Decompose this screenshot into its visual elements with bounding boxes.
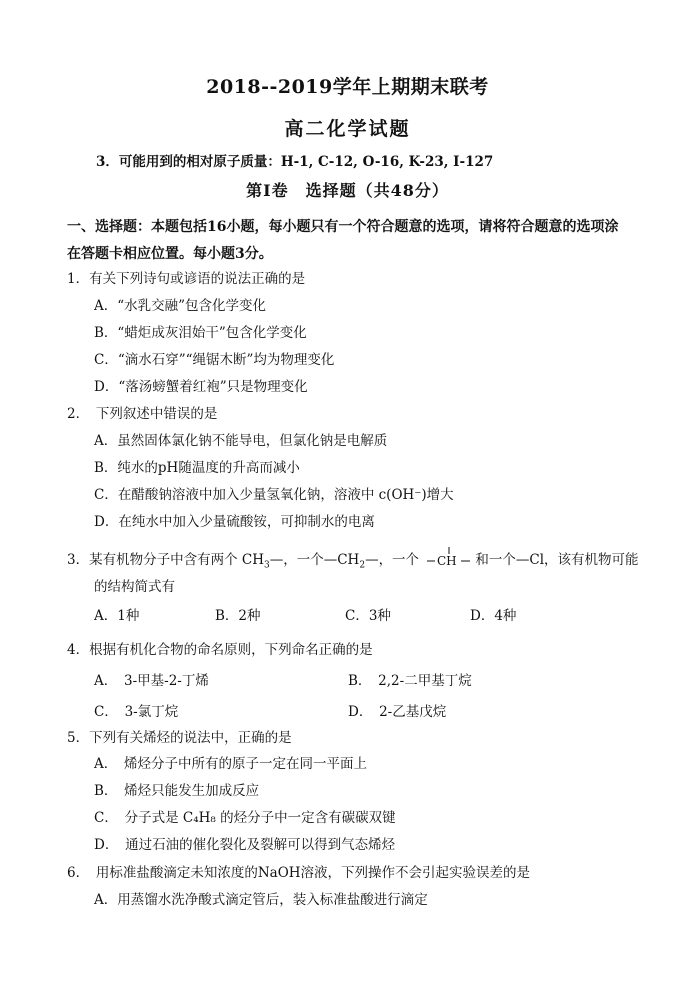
question-4-option-d: D． 2-乙基戊烷 <box>348 704 447 720</box>
question-3-option-c: C．3种 <box>345 608 391 624</box>
question-1-option-b: B．“蜡炬成灰泪始干”包含化学变化 <box>94 325 307 341</box>
question-2-option-a: A．虽然固体氯化钠不能导电，但氯化钠是电解质 <box>94 433 388 449</box>
question-3-sub-3: 3 <box>263 560 270 571</box>
question-5-option-b: B． 烯烃只能发生加成反应 <box>94 783 260 799</box>
question-3-option-a: A．1种 <box>94 608 140 624</box>
question-2-option-c: C．在醋酸钠溶液中加入少量氢氧化钠，溶液中 c(OH⁻)增大 <box>94 487 454 503</box>
instruction-line-2: 在答题卡相应位置。每小题3分。 <box>67 246 273 262</box>
question-3-option-d: D．4种 <box>470 608 517 624</box>
question-4-option-b: B． 2,2-二甲基丁烷 <box>348 673 472 689</box>
question-3-option-b: B．2种 <box>215 608 261 624</box>
question-1-option-c: C．“滴水石穿”“绳锯木断”均为物理变化 <box>94 352 335 368</box>
question-4-option-a: A． 3-甲基-2-丁烯 <box>94 673 209 689</box>
question-5-option-c: C． 分子式是 C₄H₈ 的烃分子中一定含有碳碳双键 <box>94 810 396 826</box>
ch-structure-bonds-icon <box>427 546 471 572</box>
question-5-option-d: D． 通过石油的催化裂化及裂解可以得到气态烯烃 <box>94 837 396 853</box>
atomic-masses-note: 3．可能用到的相对原子质量：H-1, C-12, O-16, K-23, I-127 <box>96 154 494 170</box>
question-6-option-a: A．用蒸馏水洗净酸式滴定管后，装入标准盐酸进行滴定 <box>94 892 428 908</box>
section-title: 第Ⅰ卷 选择题（共48分） <box>246 181 449 200</box>
question-1-stem: 1．有关下列诗句或谚语的说法正确的是 <box>67 271 306 287</box>
question-3-stem-part-d: 和一个—Cl，该有机物可能 <box>475 552 639 568</box>
question-5-stem: 5．下列有关烯烃的说法中，正确的是 <box>67 730 292 746</box>
question-1-option-a: A．“水乳交融”包含化学变化 <box>94 298 267 314</box>
question-3-sub-2: 2 <box>359 560 366 571</box>
question-3-stem-part-b: —，一个—CH <box>269 552 360 568</box>
question-3-stem-part-a: 3．某有机物分子中含有两个 CH <box>67 552 264 568</box>
question-3-stem-part-c: —，一个 <box>365 552 420 568</box>
exam-title: 2018--2019学年上期期末联考 <box>206 76 489 98</box>
question-2-option-d: D．在纯水中加入少量硫酸铵，可抑制水的电离 <box>94 514 375 530</box>
question-3-stem <box>67 551 639 575</box>
question-4-stem: 4．根据有机化合物的命名原则，下列命名正确的是 <box>67 642 373 658</box>
question-2-option-b: B．纯水的pH随温度的升高而减小 <box>94 460 300 476</box>
question-3-stem-line-2: 的结构简式有 <box>94 579 175 595</box>
question-6-stem: 6． 用标准盐酸滴定未知浓度的NaOH溶液，下列操作不会引起实验误差的是 <box>67 865 531 881</box>
question-1-option-d: D．“落汤螃蟹着红袍”只是物理变化 <box>94 379 308 395</box>
question-5-option-a: A． 烯烃分子中所有的原子一定在同一平面上 <box>94 756 367 772</box>
exam-subtitle: 高二化学试题 <box>284 118 411 140</box>
instruction-line-1: 一、选择题：本题包括16小题，每小题只有一个符合题意的选项，请将符合题意的选项涂 <box>67 219 619 235</box>
question-2-stem: 2． 下列叙述中错误的是 <box>67 406 218 422</box>
question-4-option-c: C． 3-氯丁烷 <box>94 704 179 720</box>
ch-structure-label: CH <box>437 553 458 568</box>
ch-structure-formula <box>427 552 471 570</box>
